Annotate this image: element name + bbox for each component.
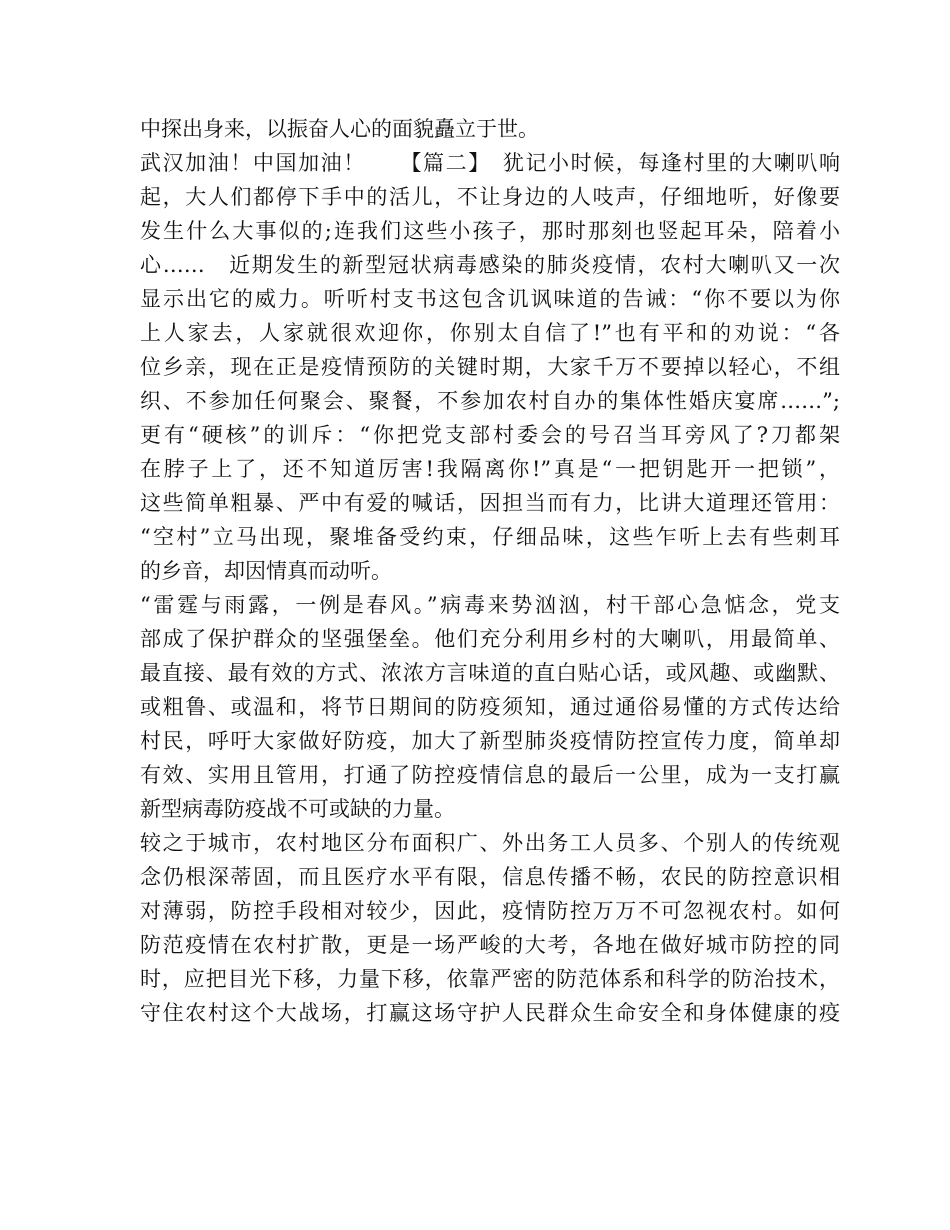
text-line: 时，应把目光下移，力量下移，依靠严密的防范体系和科学的防治技术，	[140, 967, 840, 991]
body-text	[140, 112, 840, 1030]
text-line: 这些简单粗暴、严中有爱的喊话，因担当而有力，比讲大道理还管用：	[140, 491, 840, 515]
text-line: 较之于城市，农村地区分布面积广、外出务工人员多、个别人的传统观	[140, 831, 840, 855]
text-line: 心…… 近期发生的新型冠状病毒感染的肺炎疫情，农村大喇叭又一次	[140, 253, 840, 277]
text-line: 最直接、最有效的方式、浓浓方言味道的直白贴心话，或风趣、或幽默、	[140, 661, 840, 685]
text-line: 新型病毒防疫战不可或缺的力量。	[140, 797, 455, 821]
text-line: 守住农村这个大战场，打赢这场守护人民群众生命安全和身体健康的疫	[140, 1001, 840, 1025]
text-line: 起，大人们都停下手中的活儿，不让身边的人吱声，仔细地听，好像要	[140, 185, 840, 209]
text-line: 有效、实用且管用，打通了防控疫情信息的最后一公里，成为一支打赢	[140, 763, 840, 787]
text-line: 对薄弱，防控手段相对较少，因此，疫情防控万万不可忽视农村。如何	[140, 899, 840, 923]
text-line: 发生什么大事似的;连我们这些小孩子，那时那刻也竖起耳朵，陪着小	[140, 219, 840, 243]
text-line: 部成了保护群众的坚强堡垒。他们充分利用乡村的大喇叭，用最简单、	[140, 627, 840, 651]
text-line: 上人家去，人家就很欢迎你，你别太自信了!”也有平和的劝说：“各	[140, 321, 840, 345]
text-line: 显示出它的威力。听听村支书这包含讥讽味道的告诫：“你不要以为你	[140, 287, 840, 311]
text-line: 武汉加油！中国加油！ 【篇二】 犹记小时候，每逢村里的大喇叭响	[140, 151, 840, 175]
text-line: 的乡音，却因情真而动听。	[140, 559, 392, 583]
text-line: 更有“硬核”的训斥：“你把党支部村委会的号召当耳旁风了?刀都架	[140, 423, 840, 447]
text-line: “雷霆与雨露，一例是春风。”病毒来势汹汹，村干部心急惦念，党支	[140, 593, 840, 617]
text-line: 村民，呼吁大家做好防疫，加大了新型肺炎疫情防控宣传力度，简单却	[140, 729, 840, 753]
text-line: 在脖子上了，还不知道厉害!我隔离你!”真是“一把钥匙开一把锁”，	[140, 457, 840, 481]
text-line: 织、不参加任何聚会、聚餐，不参加农村自办的集体性婚庆宴席……”;	[140, 389, 840, 413]
text-line: 念仍根深蒂固，而且医疗水平有限，信息传播不畅，农民的防控意识相	[140, 865, 840, 889]
text-line: 中探出身来，以振奋人心的面貌矗立于世。	[140, 117, 539, 141]
text-line: 防范疫情在农村扩散，更是一场严峻的大考，各地在做好城市防控的同	[140, 933, 840, 957]
text-line: “空村”立马出现，聚堆备受约束，仔细品味，这些乍听上去有些刺耳	[140, 525, 840, 549]
text-line: 位乡亲，现在正是疫情预防的关键时期，大家千万不要掉以轻心，不组	[140, 355, 840, 379]
text-line: 或粗鲁、或温和，将节日期间的防疫须知，通过通俗易懂的方式传达给	[140, 695, 840, 719]
